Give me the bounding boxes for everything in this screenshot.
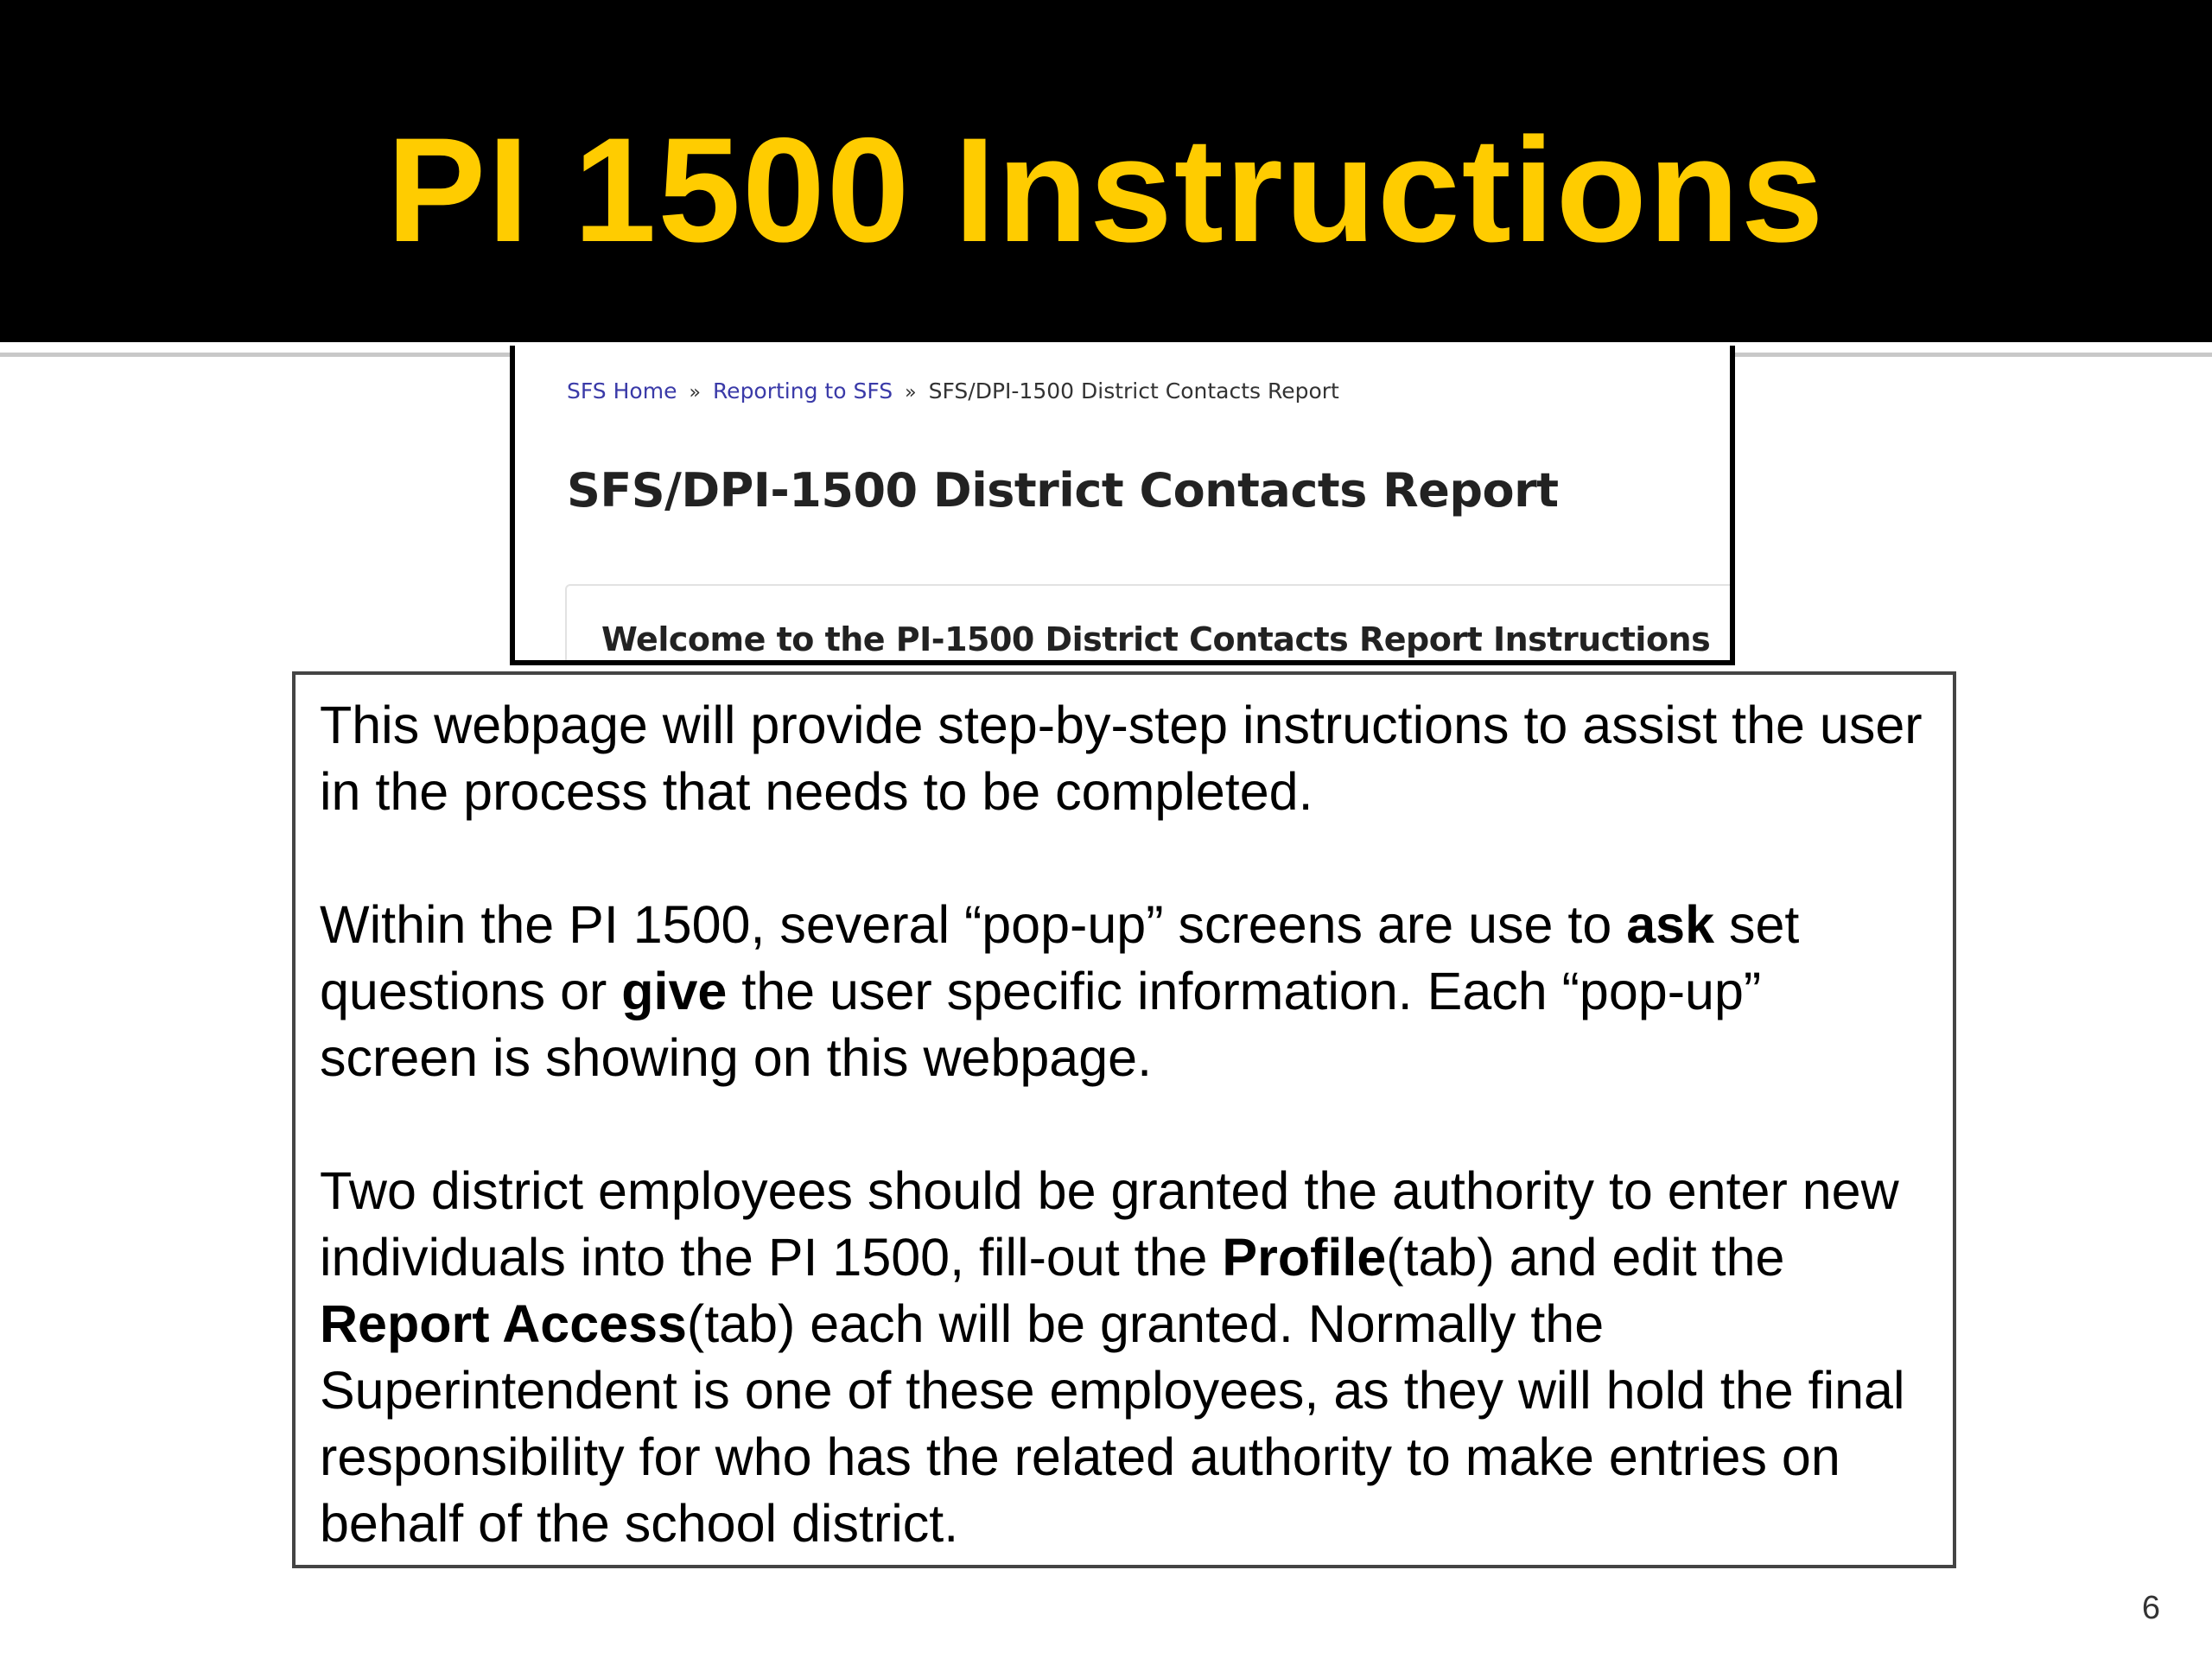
text-run: (tab) each will be granted. Normally the Superintendent is one of these employees, as they will hold the final responsibility for who has the related authority to make entries on behalf of the school district. bbox=[320, 1294, 1905, 1553]
bold-term-report-access: Report Access bbox=[320, 1294, 687, 1353]
bold-term-give: give bbox=[621, 962, 728, 1020]
page-number: 6 bbox=[2141, 1590, 2160, 1626]
instructions-text-box bbox=[292, 671, 1956, 1568]
bold-term-profile: Profile bbox=[1222, 1228, 1387, 1287]
text-run: Within the PI 1500, several “pop-up” screens are use to bbox=[320, 895, 1627, 954]
paragraph-popups bbox=[320, 892, 1929, 1091]
page-heading: SFS/DPI-1500 District Contacts Report bbox=[567, 463, 1559, 518]
welcome-heading: Welcome to the PI-1500 District Contacts Report Instructions bbox=[601, 620, 1711, 658]
text-run: set questions or bbox=[320, 895, 1800, 1020]
embedded-webpage-screenshot bbox=[510, 346, 1735, 665]
welcome-card bbox=[565, 584, 1735, 665]
breadcrumb-link-sfs-home[interactable]: SFS Home bbox=[567, 378, 677, 404]
paragraph-employees bbox=[320, 1158, 1929, 1557]
title-bar bbox=[0, 0, 2212, 342]
bold-term-ask: ask bbox=[1626, 895, 1715, 954]
paragraph-intro: This webpage will provide step-by-step instructions to assist the user in the process that needs to be completed. bbox=[320, 696, 1923, 821]
breadcrumb-link-reporting[interactable]: Reporting to SFS bbox=[712, 378, 893, 404]
breadcrumb-separator: » bbox=[905, 382, 917, 404]
text-run: the user specific information. Each “pop-up” screen is showing on this webpage. bbox=[320, 962, 1762, 1087]
breadcrumb bbox=[567, 378, 1339, 404]
breadcrumb-separator: » bbox=[689, 382, 701, 404]
breadcrumb-current: SFS/DPI-1500 District Contacts Report bbox=[928, 378, 1339, 404]
text-run: (tab) and edit the bbox=[1386, 1228, 1785, 1287]
text-run: Two district employees should be granted the authority to enter new individuals into the PI 1500, fill-out the bbox=[320, 1161, 1899, 1287]
slide-title: PI 1500 Instructions bbox=[386, 107, 1826, 273]
